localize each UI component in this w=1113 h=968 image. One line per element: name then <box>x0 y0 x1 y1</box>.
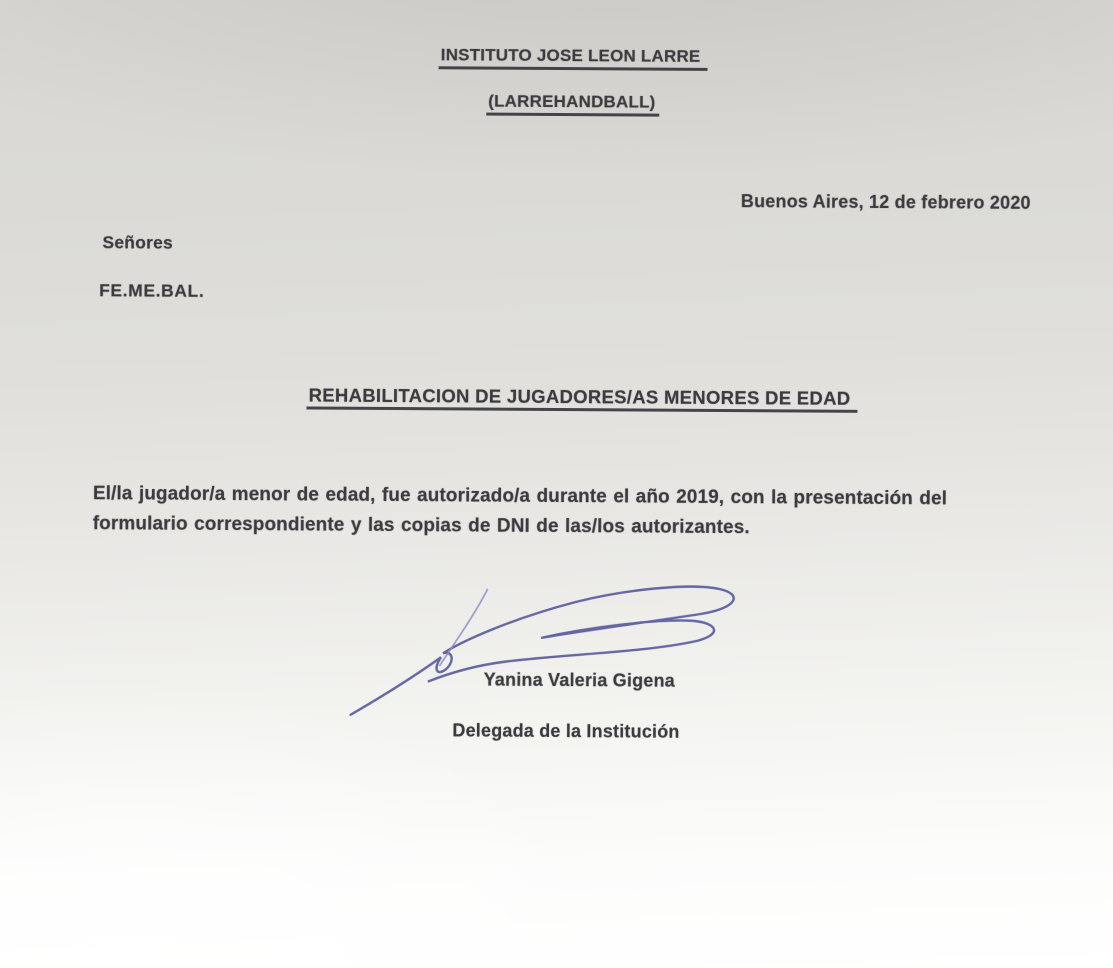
dateline: Buenos Aires, 12 de febrero 2020 <box>740 191 1031 213</box>
header-subtitle-text: (LARREHANDBALL) <box>486 92 659 117</box>
body-line-1: El/la jugador/a menor de edad, fue autorizado/a durante el año 2019, con la presentación del <box>92 483 948 510</box>
signature-stroke <box>351 585 734 718</box>
header-institution-text: INSTITUTO JOSE LEON LARRE <box>439 45 708 70</box>
recipient-organization: FE.ME.BAL. <box>99 280 205 301</box>
body-line-2: formulario correspondiente y las copias de DNI de las/los autorizantes. <box>92 513 750 539</box>
handwritten-signature <box>345 577 750 721</box>
header-institution <box>17 43 1113 73</box>
subject-line <box>25 383 1113 415</box>
signatory-role: Delegada de la Institución <box>452 720 680 742</box>
signature-stroke-light <box>440 589 487 665</box>
header-subtitle <box>16 89 1113 119</box>
signatory-name: Yanina Valeria Gigena <box>483 669 676 691</box>
recipient-salutation: Señores <box>102 232 173 253</box>
subject-text: REHABILITACION DE JUGADORES/AS MENORES DE EDAD <box>307 384 858 413</box>
